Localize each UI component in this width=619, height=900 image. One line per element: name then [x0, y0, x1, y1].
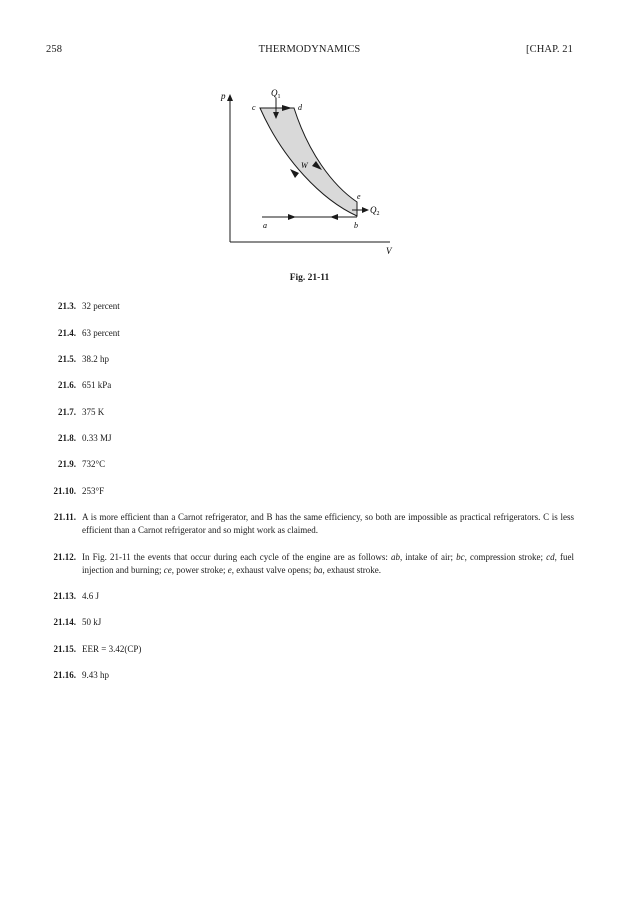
- answer-text: 38.2 hp: [82, 354, 109, 364]
- stage-desc: , compression stroke;: [464, 552, 547, 562]
- stage-label: e: [227, 564, 232, 575]
- answer-number: 21.13.: [53, 591, 76, 601]
- stage-label: ab: [390, 552, 400, 562]
- figure-caption: Fig. 21-11: [289, 273, 330, 283]
- answer-text: [82, 551, 574, 577]
- answer-text: 651 kPa: [82, 380, 112, 390]
- stage-desc: , fuel injection and burning;: [82, 552, 574, 575]
- axis-p-label: p: [221, 91, 226, 101]
- stage-label: ba: [313, 564, 323, 575]
- answer-text: 0.33 MJ: [82, 433, 112, 443]
- answer-text: 375 K: [82, 407, 105, 417]
- stage-desc: , exhaust valve opens;: [231, 564, 314, 575]
- intake-arrow: [288, 214, 296, 220]
- answer-number: 21.11.: [53, 512, 76, 522]
- point-a-label: a: [263, 221, 267, 230]
- cycle-region: [260, 108, 357, 216]
- stage-desc: , power stroke;: [171, 564, 228, 575]
- answer-text: 32 percent: [82, 301, 120, 311]
- q1-label: $Q_1$: [271, 88, 281, 100]
- answer-number: 21.12.: [53, 552, 76, 562]
- answer-text: 4.6 J: [82, 591, 100, 601]
- answer-number: 21.15.: [53, 644, 76, 654]
- answer-number: 21.9.: [58, 459, 76, 469]
- stage-label: cd: [546, 552, 555, 562]
- axis-v-label: V: [386, 246, 392, 256]
- answer-number: 21.4.: [58, 328, 76, 338]
- answer-text: 253°F: [82, 486, 105, 496]
- stage-label: bc: [456, 552, 465, 562]
- stage-desc: , intake of air;: [399, 552, 457, 562]
- answer-text: 732°C: [82, 459, 106, 469]
- point-d-label: d: [298, 103, 302, 112]
- compression-arrow: [290, 169, 299, 178]
- answer-text: 9.43 hp: [82, 670, 109, 680]
- exhaust-arrow: [330, 214, 338, 220]
- answer-number: 21.10.: [53, 486, 76, 496]
- q2-label: $Q_2$: [370, 205, 380, 217]
- answer-number: 21.7.: [58, 407, 76, 417]
- point-b-label: b: [354, 221, 358, 230]
- answer-number: 21.3.: [58, 301, 76, 311]
- stage-label: ce: [163, 564, 172, 575]
- page-number: 258: [46, 44, 63, 55]
- running-title: THERMODYNAMICS: [258, 44, 361, 55]
- answer-number: 21.5.: [58, 354, 76, 364]
- answer-intro: In Fig. 21-11 the events that occur during each cycle of the engine are as follows:: [82, 552, 388, 562]
- point-e-label: e: [357, 192, 361, 201]
- work-label: W: [301, 161, 308, 170]
- point-c-label: c: [252, 103, 256, 112]
- answer-number: 21.14.: [53, 617, 76, 627]
- answer-number: 21.6.: [58, 380, 76, 390]
- stage-desc: , exhaust stroke.: [322, 564, 381, 575]
- answer-text: 63 percent: [82, 328, 120, 338]
- answer-number: 21.8.: [58, 433, 76, 443]
- answer-text: EER = 3.42(CP): [82, 644, 142, 654]
- answer-text: 50 kJ: [82, 617, 102, 627]
- answer-number: 21.16.: [53, 670, 76, 680]
- answer-text: A is more efficient than a Carnot refrigerator, and B has the same efficiency, so both are impossible as practical refrigerators. C is less efficient than a Carnot refrigerator and so might work as claimed.: [82, 512, 574, 535]
- chapter-label: [CHAP. 21: [526, 44, 573, 55]
- diesel-cycle-figure: [0, 0, 619, 300]
